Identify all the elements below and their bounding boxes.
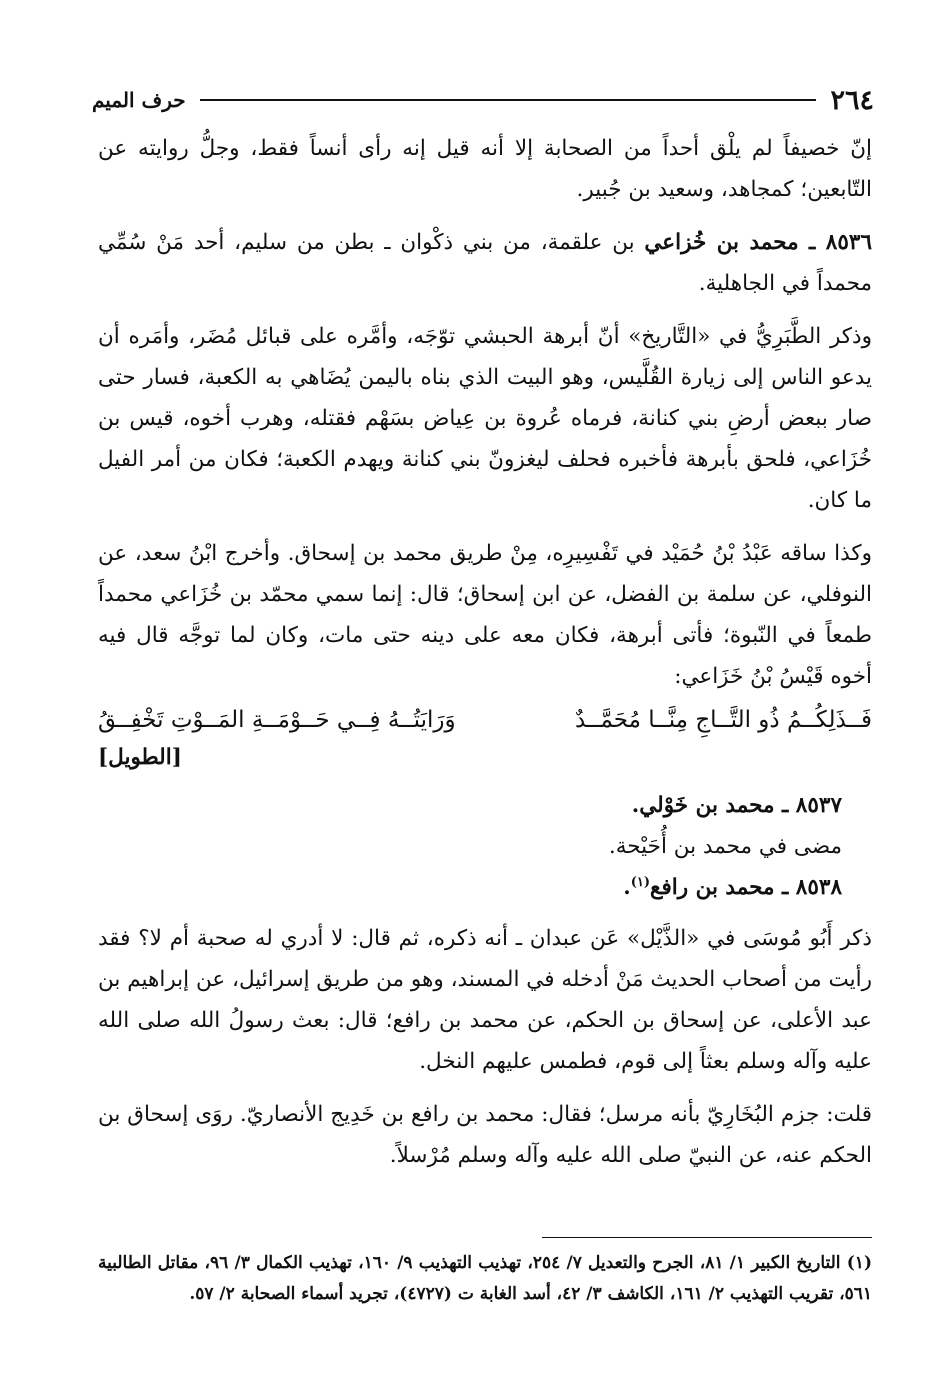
poetry-verse — [98, 699, 872, 741]
entry-8538-heading: ٨٥٣٨ ـ محمد بن رافع — [650, 875, 842, 900]
entry-8536 — [98, 222, 872, 304]
entry-8537-note: مضى في محمد بن أُحَيْحة. — [608, 834, 842, 859]
entry-8538-period: . — [623, 875, 631, 900]
entry-8537: ٨٥٣٧ ـ محمد بن خَوْلي. — [631, 793, 842, 818]
paragraph-6: قلت: جزم البُخَارِيّ بأنه مرسل؛ فقال: محمد بن رافع بن خَدِيج الأنصاريّ. روَى إسحاق بن الحكم عنه، عن النبيّ صلى الله عليه وآله وسلم مُرْسلاً. — [98, 1102, 872, 1168]
paragraph-5: ذكر أَبُو مُوسَى في «الذَّيْل» عَن عبدان ـ أنه ذكره، ثم قال: لا أدري له صحبة أم لا؟ فقد رأيت من أصحاب الحديث مَنْ أدخله في المسند، وهو من طريق إسرائيل، عن إبراهيم بن عبد الأعلى، عن إسحاق بن الحكم، عن محمد بن رافع؛ قال: بعث رسولُ الله صلى الله عليه وآله وسلم بعثاً إلى قوم، فطمس عليهم النخل. — [98, 926, 872, 1074]
entry-list — [98, 785, 872, 908]
entry-8536-heading: ٨٥٣٦ ـ محمد بن خُزاعي — [644, 230, 872, 255]
poetry-meter: [الطويل] — [98, 745, 182, 770]
footnote-ref[interactable]: (١) — [630, 874, 651, 890]
page-header — [92, 80, 874, 120]
verse-second-hemistich: وَرَايَتُــهُ فِــي حَــوْمَــةِ المَــوْتِ تَخْفِــقُ — [98, 707, 456, 733]
header-rule — [200, 99, 817, 101]
paragraph-1: إنّ خصيفاً لم يلْق أحداً من الصحابة إلا أنه قيل إنه رأى أنساً فقط، وجلُّ روايته عن التّابعين؛ كمجاهد، وسعيد بن جُبير. — [98, 136, 872, 202]
entry-8536-text: بن علقمة، من بني ذكْوان ـ بطن من سليم، أحد مَنْ سُمِّي محمداً في الجاهلية. — [98, 230, 872, 296]
paragraph-4: وكذا ساقه عَبْدُ بْنُ حُمَيْد في تَفْسِيرِه، مِنْ طريق محمد بن إسحاق. وأخرج ابْنُ سعد، عن النوفلي، عن سلمة بن الفضل، عن ابن إسحاق؛ قال: إنما سمي محمّد بن خُزَاعي محمداً طمعاً في النّبوة؛ فأتى أبرهة، فكان معه على دينه حتى مات، وكان لما توجَّه قال فيه أخوه قَيْسُ بْنُ خَزَاعي: — [98, 541, 872, 689]
paragraph-3: وذكر الطَّبَرِيُّ في «التَّاريخ» أنّ أبرهة الحبشي توّجَه، وأمَّره على قبائل مُضَر، وأمَره أن يدعو الناس إلى زيارة القُلَّيس، وهو البيت الذي بناه باليمن يُضَاهي به الكعبة، فسار حتى صار ببعض أرضِ بني كنانة، فرماه عُروة بن عِياض بسَهْم فقتله، وهرب أخوه، قيس بن خُزَاعي، فلحق بأبرهة فأخبره فحلف ليغزونّ بني كنانة ويهدم الكعبة؛ فكان من أمر الفيل ما كان. — [98, 324, 872, 513]
verse-first-hemistich: فَــذَلِكُــمُ ذُو التَّــاجِ مِنَّــا مُحَمَّــدٌ — [574, 707, 872, 733]
footnote-separator — [542, 1237, 872, 1238]
page-body — [98, 128, 872, 1188]
footnote: (١) التاريخ الكبير ١/ ٨١، الجرح والتعديل ٧/ ٢٥٤، تهذيب التهذيب ٩/ ١٦٠، تهذيب الكمال ٣/ ٩٦، مقاتل الطالبية ٥٦١، تقريب التهذيب ٢/ ١٦١، الكاشف ٣/ ٤٢، أسد الغابة ت (٤٧٢٧)، تجريد أسماء الصحابة ٢/ ٥٧. — [98, 1253, 872, 1304]
page-number: ٢٦٤ — [830, 84, 874, 116]
running-title: حرف الميم — [92, 88, 186, 112]
entry-8538 — [98, 867, 842, 908]
